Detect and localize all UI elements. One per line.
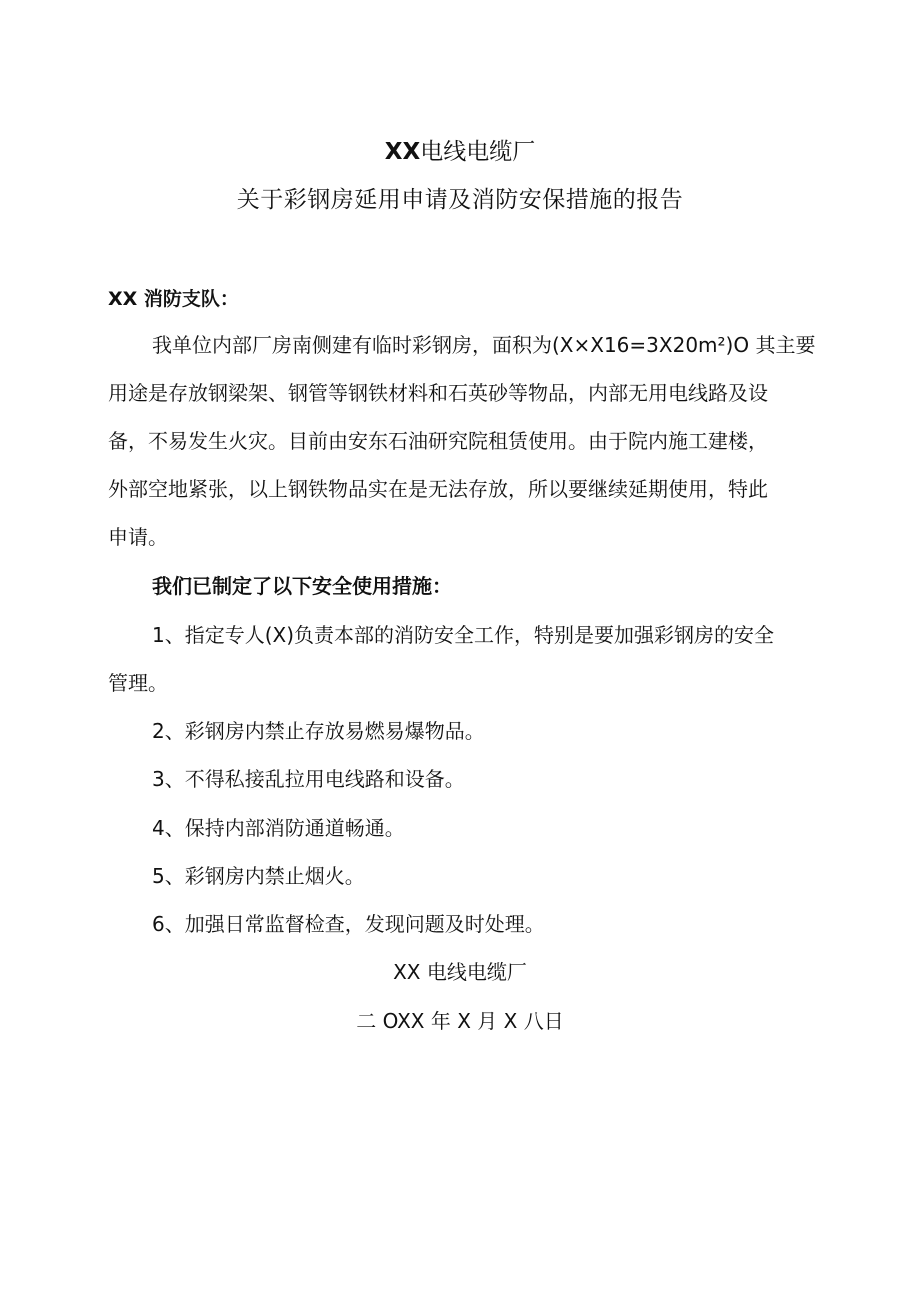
- measure-4: 4、保持内部消防通道畅通。: [152, 816, 405, 840]
- measure-1-line-1: 1、指定专人(X)负责本部的消防安全工作，特别是要加强彩钢房的安全: [152, 623, 775, 647]
- salutation: XX 消防支队：: [108, 288, 239, 310]
- measure-5: 5、彩钢房内禁止烟火。: [152, 864, 365, 888]
- body-line-3: 备，不易发生火灾。目前由安东石油研究院租赁使用。由于院内施工建楼，: [108, 429, 768, 453]
- measures-heading: 我们已制定了以下安全使用措施：: [152, 574, 452, 598]
- signature-org: XX 电线电缆厂: [393, 960, 527, 984]
- body-line-5: 申请。: [108, 525, 168, 549]
- measure-3: 3、不得私接乱拉用电线路和设备。: [152, 767, 465, 791]
- measure-1-line-2: 管理。: [108, 671, 168, 695]
- measure-2: 2、彩钢房内禁止存放易燃易爆物品。: [152, 719, 485, 743]
- document-title: [0, 137, 920, 167]
- title-prefix: XX: [384, 139, 421, 165]
- body-line-1: 我单位内部厂房南侧建有临时彩钢房，面积为(X×X16=3X20m²)O 其主要: [152, 333, 816, 357]
- body-line-2: 用途是存放钢梁架、钢管等钢铁材料和石英砂等物品，内部无用电线路及设: [108, 381, 768, 405]
- body-line-4: 外部空地紧张，以上钢铁物品实在是无法存放，所以要继续延期使用，特此: [108, 477, 768, 501]
- measure-6: 6、加强日常监督检查，发现问题及时处理。: [152, 912, 545, 936]
- document-subtitle: 关于彩钢房延用申请及消防安保措施的报告: [236, 187, 684, 213]
- title-main: 电线电缆厂: [420, 139, 536, 165]
- signature-date: 二 OXX 年 X 月 X 八日: [356, 1009, 564, 1033]
